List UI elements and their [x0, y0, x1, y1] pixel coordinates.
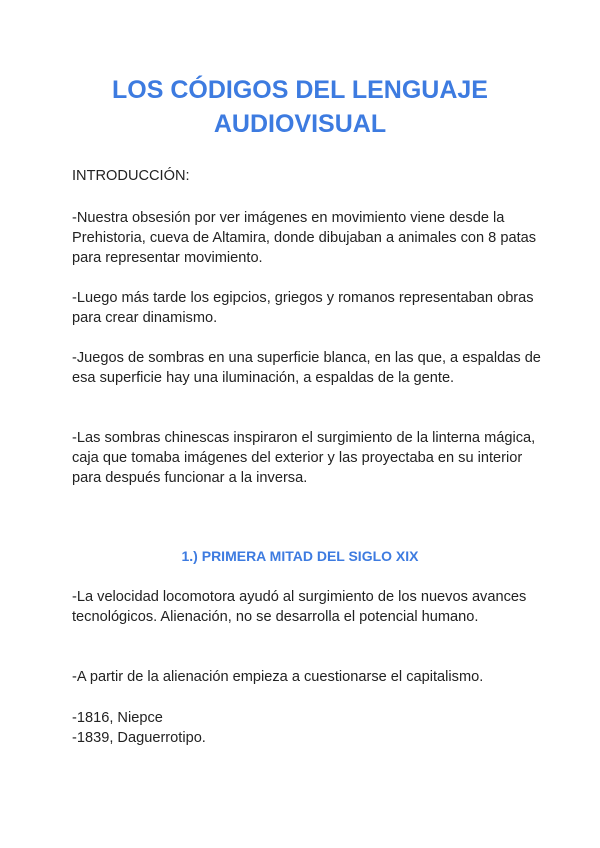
intro-paragraph-1: -Nuestra obsesión por ver imágenes en movimiento viene desde la Prehistoria, cueva de Altamira, donde dibujaban a animales con 8 patas para representar movimiento.	[72, 210, 537, 266]
section-1-date-2: -1839, Daguerrotipo.	[72, 730, 206, 746]
section-1-paragraph-2: -A partir de la alienación empieza a cuestionarse el capitalismo.	[72, 669, 484, 685]
intro-paragraph-3: -Juegos de sombras en una superficie blanca, en las que, a espaldas de esa superficie hay una iluminación, a espaldas de la gente.	[72, 350, 541, 386]
section-1-date-1: -1816, Niepce	[72, 710, 163, 726]
document-title-line-1: LOS CÓDIGOS DEL LENGUAJE	[112, 76, 488, 104]
document-title-line-2: AUDIOVISUAL	[213, 110, 387, 138]
section-1-paragraph-1: -La velocidad locomotora ayudó al surgimiento de los nuevos avances tecnológicos. Alienación, no se desarrolla el potencial humano.	[72, 589, 527, 625]
intro-heading: INTRODUCCIÓN:	[72, 168, 190, 184]
intro-paragraph-4: -Las sombras chinescas inspiraron el surgimiento de la linterna mágica, caja que tomaba imágenes del exterior y las proyectaba en su interior para después funcionar a la inversa.	[72, 430, 536, 486]
section-1-heading: 1.) PRIMERA MITAD DEL SIGLO XIX	[181, 548, 419, 564]
intro-paragraph-2: -Luego más tarde los egipcios, griegos y romanos representaban obras para crear dinamismo.	[72, 290, 534, 326]
